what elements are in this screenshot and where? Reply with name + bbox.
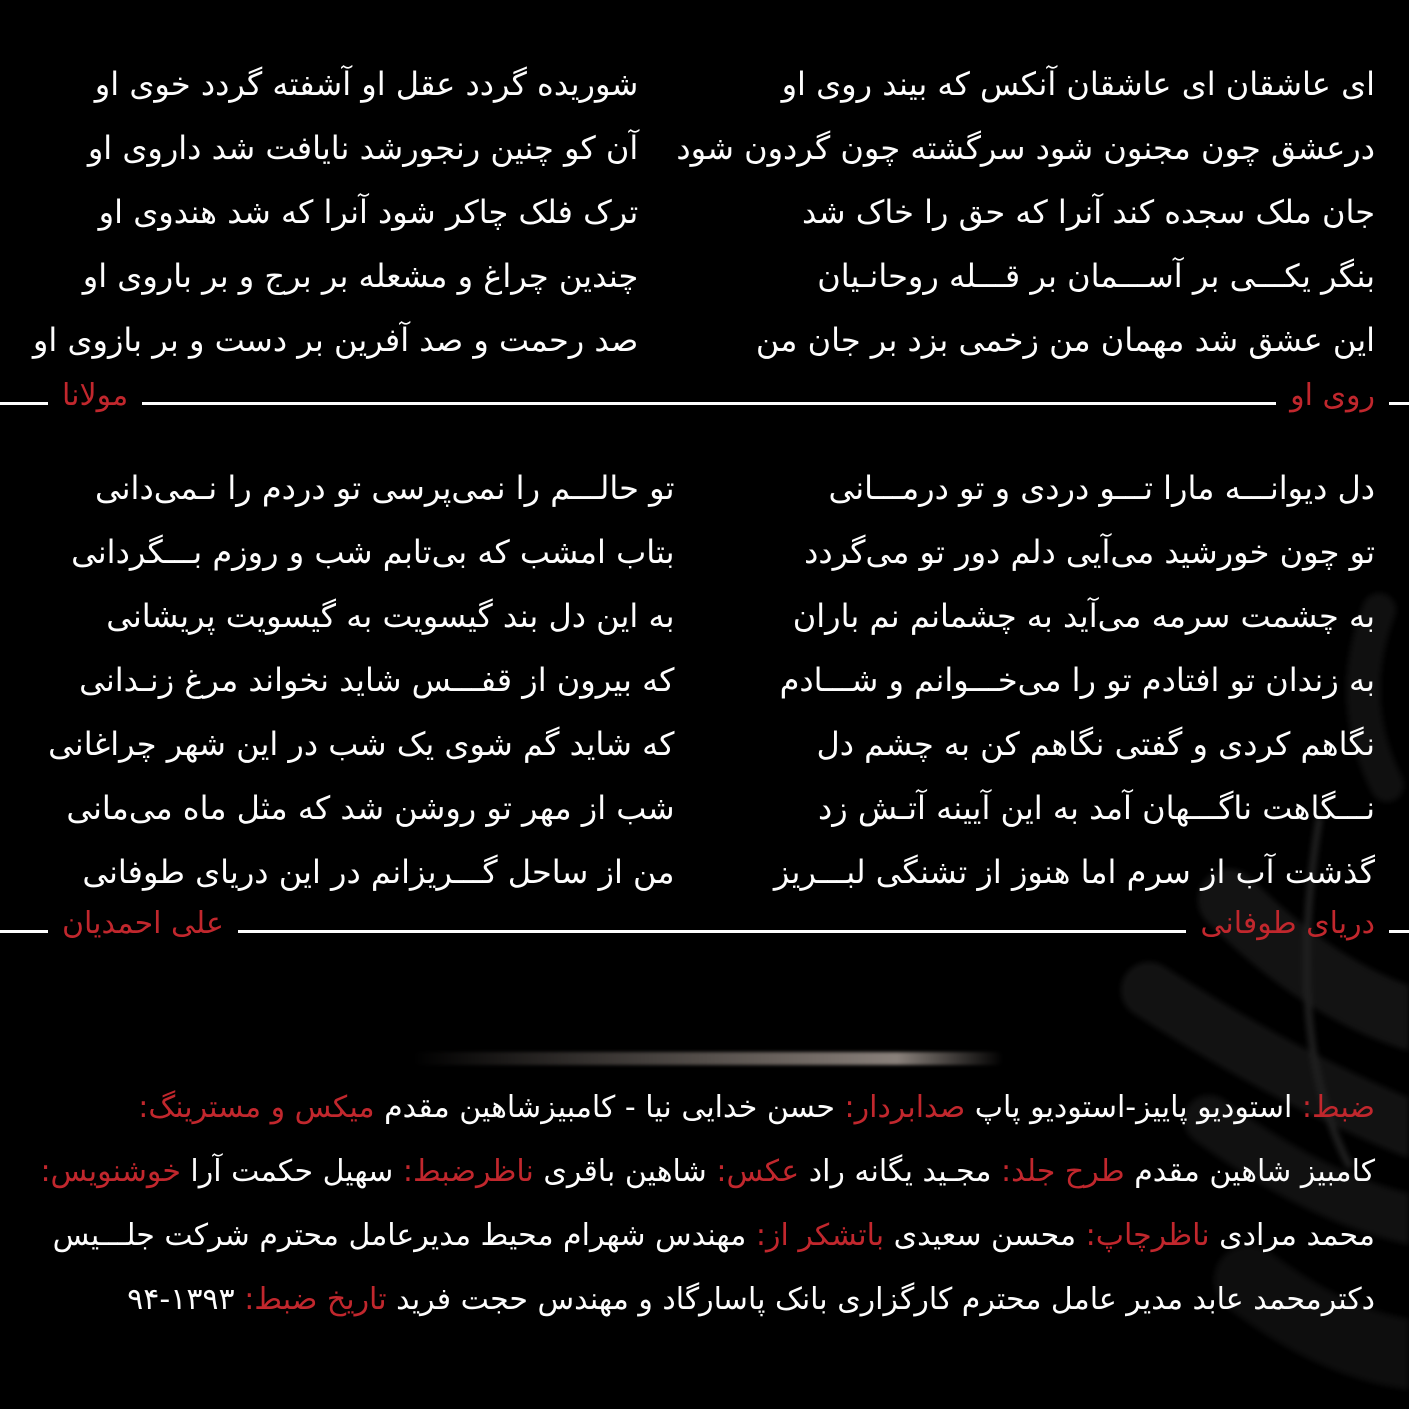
credit-role-label: ناظرچاپ: [1085, 1218, 1210, 1253]
divider-edge-line [1389, 402, 1409, 405]
poem-line: ای عاشقان ای عاشقان آنکس که بیند روی او [781, 65, 1375, 103]
poem-line: نگاهم کردی و گفتی نگاهم کن به چشم دل [816, 725, 1375, 763]
credits-block [0, 1076, 1409, 1332]
divider-line [142, 402, 1276, 405]
credit-role-label: میکس و مسترینگ: [138, 1090, 375, 1125]
poem-line: چندین چراغ و مشعله بر برج و بر باروی او [82, 257, 639, 295]
credit-line [10, 1140, 1375, 1204]
poem-title-rooye-oo: روی او [1290, 378, 1375, 413]
poem-line: دل دیوانـــه مارا تـــو دردی و تو درمـــانی [828, 469, 1375, 507]
poem-rooye-oo-right-column [668, 52, 1409, 372]
credit-role-label: عکس: [716, 1154, 800, 1189]
credit-line [10, 1204, 1375, 1268]
poem-line: جان ملک سجده کند آنرا که حق را خاک شد [802, 193, 1375, 231]
credit-role-label: باتشکر از: [755, 1218, 885, 1253]
poem-line: آن کو چنین رنجورشد نایافت شد داروی او [87, 129, 639, 167]
poem-line: من از ساحل گـــریزانم در این دریای طوفانی [82, 853, 675, 891]
poem-daryaye-toofani-right-column [705, 456, 1409, 904]
poem-line: گذشت آب از سرم اما هنوز از تشنگی لبـــریز [773, 853, 1375, 891]
credit-person-name: شاهین باقری [533, 1154, 717, 1189]
credit-role-label: ضبط: [1301, 1090, 1375, 1125]
credit-role-label: تاریخ ضبط: [244, 1282, 387, 1317]
poet-name-molana: مولانا [62, 378, 129, 413]
poem-line: درعشق چون مجنون شود سرگشته چون گردون شود [676, 129, 1375, 167]
poem-line: شب از مهر تو روشن شد که مثل ماه می‌مانی [66, 789, 675, 827]
poem-line: به زندان تو افتادم تو را می‌خـــوانم و شـــادم [779, 661, 1375, 699]
poem-line: که بیرون از قفـــس شاید نخواند مرغ زنـدانی [79, 661, 675, 699]
poem-line: صد رحمت و صد آفرین بر دست و بر بازوی او [32, 321, 639, 359]
poem-line: به چشمت سرمه می‌آید به چشمانم نم باران [792, 597, 1375, 635]
credit-person-name: محمد مرادی [1209, 1218, 1375, 1253]
poem-line: تو چون خورشید می‌آیی دلم دور تو می‌گردد [804, 533, 1375, 571]
credit-person-name: استودیو پاییز-استودیو پاپ [965, 1090, 1302, 1125]
credit-person-name: ۱۳۹۳-۹۴ [127, 1282, 245, 1317]
poem-section-2 [0, 456, 1409, 904]
gradient-flare [413, 1052, 1003, 1065]
poem-line: ترک فلک چاکر شود آنرا که شد هندوی او [98, 193, 639, 231]
credit-role-label: خوشنویس: [40, 1154, 181, 1189]
credit-role-label: صدابردار: [844, 1090, 966, 1125]
poem-line: شوریده گردد عقل او آشفته گردد خوی او [94, 65, 639, 103]
poem-rooye-oo-left-column [0, 52, 668, 372]
poem-line: نـــگاهت ناگـــهان آمد به این آیینه آتـش زد [818, 789, 1375, 827]
poet-name-ali-ahmadian: علی احمدیان [62, 906, 224, 941]
credit-line [10, 1268, 1375, 1332]
credit-person-name: دکترمحمد عابد مدیر عامل محترم کارگزاری بانک پاسارگاد و مهندس حجت فرید [386, 1282, 1375, 1317]
poem-section-1 [0, 52, 1409, 372]
divider-edge-line [1389, 930, 1409, 933]
credit-person-name: محسن سعیدی [884, 1218, 1086, 1253]
credit-person-name: مجـید یگانه راد [799, 1154, 1002, 1189]
credit-person-name: مهندس شهرام محیط مدیرعامل محترم شرکت جلـــیس [52, 1218, 756, 1253]
poem-line: تو حالـــم را نمی‌پرسی تو دردم را نـمی‌دانی [94, 469, 675, 507]
poem-line: این عشق شد مهمان من زخمی بزد بر جان من [755, 321, 1375, 359]
credit-line [10, 1076, 1375, 1140]
credit-role-label: طرح جلد: [1001, 1154, 1125, 1189]
credit-person-name: سهیل حکمت آرا [180, 1154, 403, 1189]
poem-line: به این دل بند گیسویت به گیسویت پریشانی [106, 597, 675, 635]
credit-role-label: ناظرضبط: [402, 1154, 534, 1189]
divider-edge-line [0, 930, 48, 933]
poem-title-daryaye-toofani: دریای طوفانی [1200, 906, 1375, 941]
divider-line [238, 930, 1187, 933]
divider-poem-2 [0, 906, 1409, 953]
credit-person-name: حسن خدایی نیا - کامبیزشاهین مقدم [374, 1090, 845, 1125]
poem-daryaye-toofani-left-column [0, 456, 705, 904]
credit-person-name: کامبیز شاهین مقدم [1124, 1154, 1375, 1189]
divider-edge-line [0, 402, 48, 405]
poem-line: بنگر یکـــی بر آســـمان بر قـــله روحانـیان [817, 257, 1375, 295]
poem-line: بتاب امشب که بی‌تابم شب و روزم بـــگردانی [71, 533, 675, 571]
poem-line: که شاید گم شوی یک شب در این شهر چراغانی [48, 725, 675, 763]
divider-poem-1 [0, 378, 1409, 425]
